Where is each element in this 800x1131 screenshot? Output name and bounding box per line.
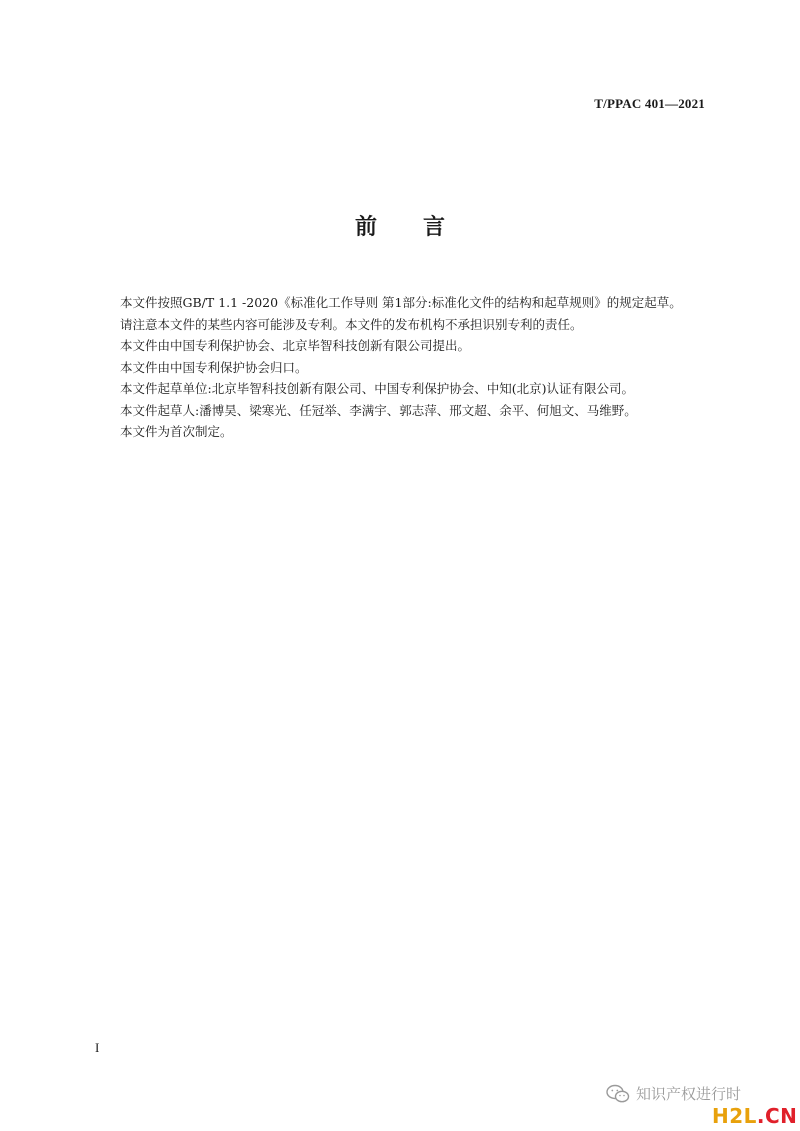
paragraph-proposer: 本文件由中国专利保护协会、北京毕智科技创新有限公司提出。 <box>120 338 471 353</box>
site-logo-suffix: .CN <box>756 1104 798 1128</box>
foreword-body <box>95 292 707 443</box>
document-code: T/PPAC 401—2021 <box>594 96 705 111</box>
wechat-icon <box>606 1084 630 1104</box>
paragraph-administrator: 本文件由中国专利保护协会归口。 <box>120 359 308 375</box>
page-title: 前言 <box>354 215 491 240</box>
paragraph-patent-notice: 请注意本文件的某些内容可能涉及专利。本文件的发布机构不承担识别专利的责任。 <box>120 316 583 332</box>
watermark <box>606 1083 741 1104</box>
paragraph-drafting-units: 本文件起草单位:北京毕智科技创新有限公司、中国专利保护协会、中知(北京)认证有限公司。 <box>120 381 634 396</box>
site-logo <box>712 1104 797 1128</box>
page-number: I <box>95 1040 100 1055</box>
paragraph-first-edition: 本文件为首次制定。 <box>120 424 233 439</box>
paragraph-standard-basis: 本文件按照GB/T 1.1 -2020《标准化工作导则 第1部分:标准化文件的结构和起草规则》的规定起草。 <box>120 295 682 310</box>
paragraph-drafters: 本文件起草人:潘博昊、梁寒光、任冠举、李满宇、郭志萍、邢文超、余平、何旭文、马维野。 <box>120 402 637 418</box>
watermark-text: 知识产权进行时 <box>636 1085 742 1103</box>
site-logo-main: H2L <box>712 1104 757 1128</box>
